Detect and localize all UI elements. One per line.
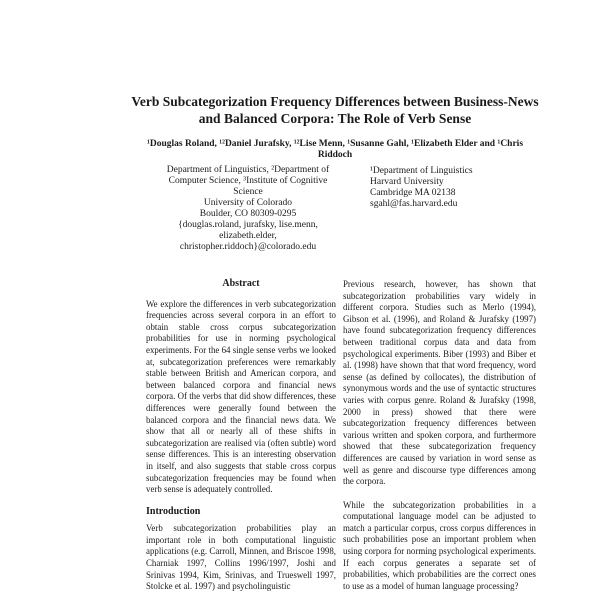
introduction-text: Verb subcategorization probabilities play an important role in both computational linguistic applications (e.g. Carroll, Minnen, and Briscoe 1998, Charniak 1997, Collins 1996/1997, Joshi and Srinivas 1994, Kim, Srinivas, and Trueswell 1997, Stolcke et al. 1997) and psycholinguistic bbox=[146, 523, 336, 592]
affiliation-line: christopher.riddoch}@colorado.edu bbox=[179, 242, 317, 252]
affiliation-line: Science bbox=[233, 187, 263, 197]
affiliation-line: Boulder, CO 80309-0295 bbox=[199, 209, 297, 219]
left-column bbox=[146, 278, 336, 593]
body-paragraph: Previous research, however, has shown that subcategorization probabilities vary widely in different corpora. Studies such as Merlo (1994), Gibson et al. (1996), and Roland & Jurafsky (1997) have found subcategorization frequency differences between traditional corpus data and data from psychological experiments. Biber (1993) and Biber et al. (1998) have shown that that word frequency, word sense (as defined by collocates), the distribution of synonymous words and the use of syntactic structures varies with corpus genre. Roland & Jurafsky (1998, 2000 in press) showed that there were subcategorization frequency differences between various written and spoken corpora, and furthermore showed that these subcategorization frequency differences are caused by variation in word sense as well as genre and discourse type differences among the corpora. bbox=[343, 279, 536, 487]
affiliation-line: {douglas.roland, jurafsky, lise.menn, bbox=[178, 220, 318, 230]
right-column bbox=[343, 279, 536, 592]
affiliation-line: University of Colorado bbox=[203, 198, 293, 208]
affiliation-line: sgahl@fas.harvard.edu bbox=[370, 199, 458, 209]
affiliation-line: Department of Linguistics, ²Department of bbox=[166, 165, 330, 175]
affiliation-line: Harvard University bbox=[370, 177, 444, 187]
body-paragraph: While the subcategorization probabilities in a computational language model can be adjusted to match a particular corpus, cross corpus differences in such probabilities pose an important problem when using corpora for norming psychological experiments. If each corpus generates a separate set of probabilities, which probabilities are the correct ones to use as a model of human language processing? bbox=[343, 499, 536, 591]
affiliation-line: Computer Science, ³Institute of Cognitive bbox=[168, 176, 328, 186]
author-list: ¹Douglas Roland, ¹²Daniel Jurafsky, ¹²Lise Menn, ¹Susanne Gahl, ¹Elizabeth Elder and ¹Chris Riddoch bbox=[146, 139, 524, 160]
abstract-text: We explore the differences in verb subcategorization frequencies across several corpora in an effort to obtain stable cross corpus subcategorization probabilities for use in norming psychological experiments. For the 64 single sense verbs we looked at, subcategorization preferences were remarkably stable between British and American corpora, and between balanced corpora and financial news corpora. Of the verbs that did show differences, these differences were generally found between the balanced corpora and the financial news data. We show that all or nearly all of these shifts in subcategorization are realised via (often subtle) word sense differences. This is an interesting observation in itself, and also suggests that stable cross corpus subcategorization frequencies may be found when verb sense is adequately controlled. bbox=[146, 298, 336, 495]
paper-title: Verb Subcategorization Frequency Differences between Business-News and Balanced Corpora: The Role of Verb Sense bbox=[131, 94, 539, 126]
affiliation-line: Cambridge MA 02138 bbox=[370, 188, 456, 198]
abstract-heading: Abstract bbox=[222, 278, 260, 289]
affiliation-line: elizabeth.elder, bbox=[219, 231, 277, 241]
affiliation-colorado bbox=[138, 165, 358, 253]
affiliation-line: ¹Department of Linguistics bbox=[370, 166, 473, 176]
introduction-heading: Introduction bbox=[146, 505, 201, 517]
affiliation-harvard bbox=[370, 166, 520, 210]
